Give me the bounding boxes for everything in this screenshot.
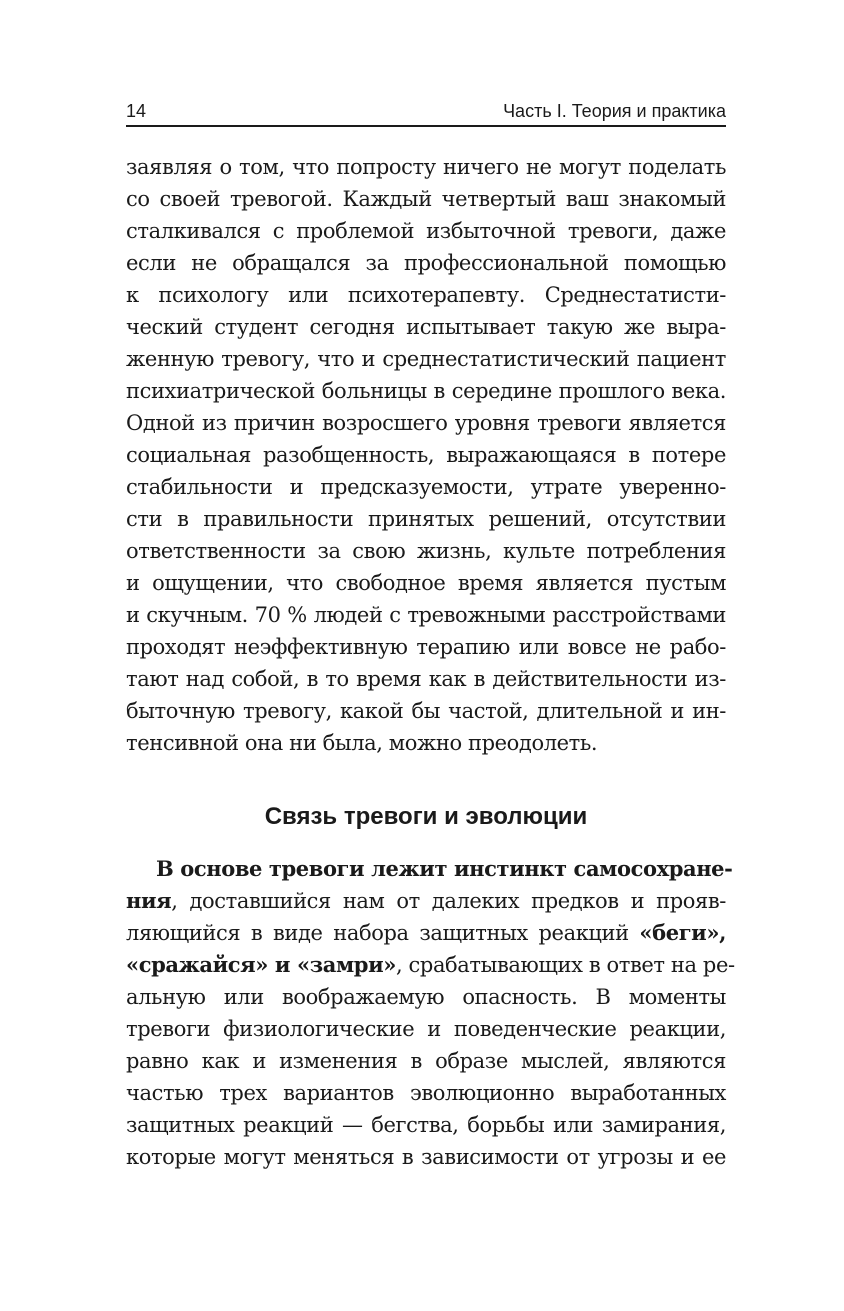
text-line: и скучным. 70 % людей с тревожными расстройствами bbox=[126, 603, 726, 627]
header-rule bbox=[126, 125, 726, 127]
text-line: сти в правильности принятых решений, отсутствии bbox=[126, 507, 726, 531]
text-line: и ощущении, что свободное время является пустым bbox=[126, 571, 726, 595]
text-line bbox=[126, 885, 726, 917]
text-span: , срабатывающих в ответ на ре- bbox=[395, 953, 735, 977]
text-line: если не обращался за профессиональной помощью bbox=[126, 251, 726, 275]
text-line: тенсивной она ни была, можно преодолеть. bbox=[126, 731, 598, 755]
running-head bbox=[126, 98, 726, 124]
text-line: которые могут меняться в зависимости от угрозы и ее bbox=[126, 1145, 726, 1169]
section-heading: Связь тревоги и эволюции bbox=[264, 803, 588, 830]
running-head-title: Часть I. Теория и практика bbox=[503, 101, 726, 121]
text-line: сталкивался с проблемой избыточной тревоги, даже bbox=[126, 219, 726, 243]
text-line: Одной из причин возросшего уровня тревоги является bbox=[126, 411, 726, 435]
text-span: , доставшийся нам от далеких предков и прояв- bbox=[171, 889, 726, 913]
text-line bbox=[126, 917, 726, 949]
text-line bbox=[126, 949, 735, 981]
text-line: женную тревогу, что и среднестатистический пациент bbox=[126, 347, 726, 371]
text-line: частью трех вариантов эволюционно выработанных bbox=[126, 1081, 726, 1105]
text-line: проходят неэффективную терапию или вовсе не рабо- bbox=[126, 635, 726, 659]
text-line: быточную тревогу, какой бы частой, длительной и ин- bbox=[126, 699, 726, 723]
text-line: стабильности и предсказуемости, утрате уверенно- bbox=[126, 475, 726, 499]
bold-text: В основе тревоги лежит инстинкт самосохране- bbox=[156, 856, 733, 881]
page-number: 14 bbox=[126, 101, 147, 121]
text-line: ответственности за свою жизнь, культе потребления bbox=[126, 539, 726, 563]
text-span: ляющийся в виде набора защитных реакций bbox=[126, 921, 640, 945]
text-line: равно как и изменения в образе мыслей, являются bbox=[126, 1049, 726, 1073]
text-line: тают над собой, в то время как в действительности из- bbox=[126, 667, 726, 691]
text-line: альную или воображаемую опасность. В моменты bbox=[126, 985, 726, 1009]
text-line: со своей тревогой. Каждый четвертый ваш знакомый bbox=[126, 187, 726, 211]
text-line: тревоги физиологические и поведенческие реакции, bbox=[126, 1017, 726, 1041]
text-line: к психологу или психотерапевту. Среднестатисти- bbox=[126, 283, 726, 307]
text-line: социальная разобщенность, выражающаяся в потере bbox=[126, 443, 726, 467]
bold-text: «беги», bbox=[639, 920, 726, 945]
text-line: ческий студент сегодня испытывает такую же выра- bbox=[126, 315, 726, 339]
bold-text: ния bbox=[126, 888, 172, 913]
bold-text: «сражайся» и «замри» bbox=[126, 952, 396, 977]
text-line: психиатрической больницы в середине прошлого века. bbox=[126, 379, 726, 403]
text-line: защитных реакций — бегства, борьбы или замирания, bbox=[126, 1113, 726, 1137]
text-line bbox=[156, 853, 733, 885]
text-line: заявляя о том, что попросту ничего не могут поделать bbox=[126, 155, 726, 179]
